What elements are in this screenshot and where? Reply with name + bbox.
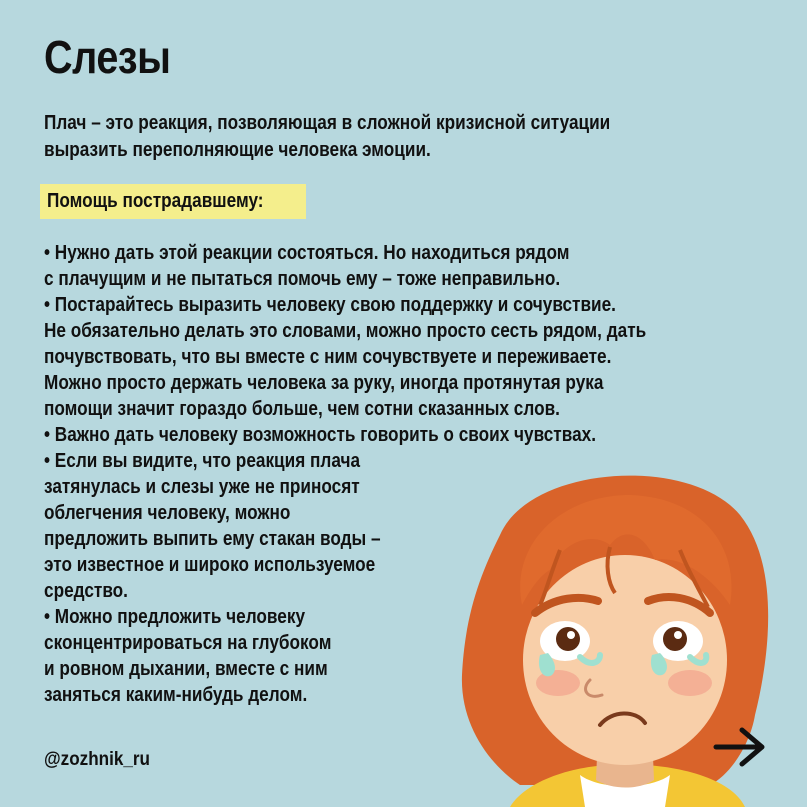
advice-line: облегчения человеку, можно <box>44 502 291 524</box>
advice-line: заняться каким-нибудь делом. <box>44 684 308 706</box>
advice-line: • Постарайтесь выразить человеку свою поддержку и сочувствие. <box>44 294 616 316</box>
advice-line: • Если вы видите, что реакция плача <box>44 450 361 472</box>
help-heading: Помощь пострадавшему: <box>47 190 264 212</box>
advice-line: затянулась и слезы уже не приносят <box>44 476 360 498</box>
advice-line: • Нужно дать этой реакции состояться. Но находиться рядом <box>44 242 570 264</box>
author-handle: @zozhnik_ru <box>44 749 150 770</box>
page-title: Слезы <box>44 31 171 83</box>
intro-line: Плач – это реакция, позволяющая в сложной кризисной ситуации <box>44 112 611 134</box>
advice-line: и ровном дыхании, вместе с ним <box>44 658 328 680</box>
advice-line: Можно просто держать человека за руку, иногда протянутая рука <box>44 372 604 394</box>
advice-line: • Важно дать человеку возможность говорить о своих чувствах. <box>44 424 596 446</box>
advice-line: это известное и широко используемое <box>44 554 376 576</box>
intro-text <box>44 110 610 164</box>
advice-line: почувствовать, что вы вместе с ним сочувствуете и переживаете. <box>44 346 612 368</box>
intro-line: выразить переполняющие человека эмоции. <box>44 139 431 161</box>
advice-line: помощи значит гораздо больше, чем сотни сказанных слов. <box>44 398 560 420</box>
advice-line: сконцентрироваться на глубоком <box>44 632 332 654</box>
arrow-right-icon[interactable] <box>712 722 768 772</box>
advice-line: с плачущим и не пытаться помочь ему – тоже неправильно. <box>44 268 561 290</box>
advice-line: • Можно предложить человеку <box>44 606 306 628</box>
advice-line: Не обязательно делать это словами, можно просто сесть рядом, дать <box>44 320 647 342</box>
advice-line: предложить выпить ему стакан воды – <box>44 528 381 550</box>
help-heading-highlight <box>40 184 306 219</box>
advice-line: средство. <box>44 580 128 602</box>
